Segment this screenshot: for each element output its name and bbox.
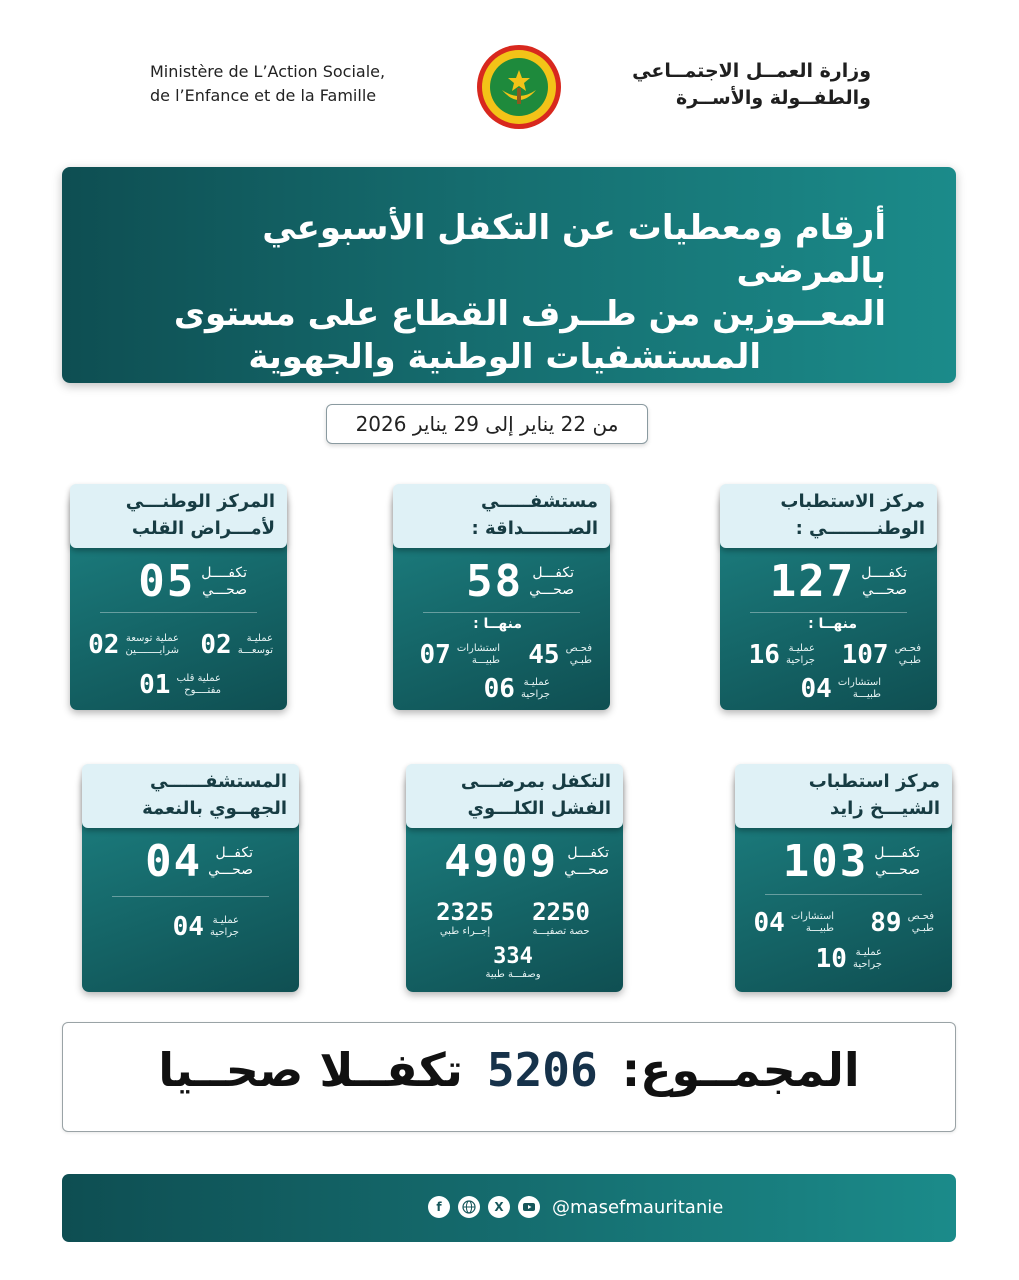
ministry-ar-line1: وزارة العمــل الاجتمــاعي (632, 60, 871, 82)
sub-stat: عمليـة توسعـــة 02 (200, 630, 273, 660)
total-prefix: المجمــوع: (621, 1043, 860, 1097)
total-value: 04 (145, 836, 203, 887)
total-value: 05 (138, 556, 196, 607)
title-line2: المعــوزين من طــرف القطاع على مستوى (173, 294, 886, 334)
ministry-ar-line2: والطفــولة والأســرة (676, 87, 871, 109)
divider (100, 612, 257, 613)
total-stat: تكفــــل صحـــي 05 (138, 556, 247, 607)
sub-stat: 2325 إجــراء طبي (436, 898, 494, 937)
national-seal-icon (476, 44, 562, 130)
sub-heading: منهــا : (473, 616, 522, 632)
ministry-name-french (150, 60, 470, 108)
ministry-fr-line1: Ministère de L’Action Sociale, (150, 62, 386, 81)
card-title: مركز الاستطباب الوطنــــــــي : (720, 484, 937, 548)
youtube-icon[interactable] (518, 1196, 540, 1218)
sub-stat: فحـص طبـي 107 (841, 640, 921, 670)
title-line1: أرقام ومعطيات عن التكفل الأسبوعي بالمرضى (262, 208, 886, 291)
card-friendship-hospital (393, 491, 610, 710)
total-stat: تكفـــل صحـــي 4909 (444, 836, 609, 887)
total-summary (63, 1043, 955, 1097)
footer-bar (62, 1174, 956, 1242)
sub-heading: منهــا : (808, 616, 857, 632)
sub-stat: عمليـة جراحية 04 (172, 912, 239, 942)
card-title: مركز استطباب الشيـــخ زايد (735, 764, 952, 828)
date-range: من 22 يناير إلى 29 يناير 2026 (326, 404, 648, 444)
sub-stat: عمليـة جراحية 10 (815, 944, 882, 974)
card-title: المركز الوطنـــي لأمـــراض القلب (70, 484, 287, 548)
sub-stat: استشارات طبيـــة 07 (419, 640, 500, 670)
divider (750, 612, 907, 613)
facebook-icon[interactable]: f (428, 1196, 450, 1218)
sub-stat: عمليـة جراحية 16 (748, 640, 815, 670)
page-title (162, 207, 886, 379)
card-kidney-failure-care (406, 771, 623, 992)
sub-stat: عمليـة جراحية 06 (483, 674, 550, 704)
card-national-hospital-center (720, 491, 937, 710)
social-handle[interactable]: @masefmauritanie (552, 1196, 724, 1218)
sub-stat: 334 وصفـــة طبية (485, 944, 541, 980)
total-value: 103 (782, 836, 869, 887)
total-stat: تكفــل صحـــي 04 (145, 836, 253, 887)
divider (423, 612, 580, 613)
sub-stat: استشارات طبيـــة 04 (800, 674, 881, 704)
total-stat: تكفـــل صحـــي 58 (466, 556, 574, 607)
total-stat: تكفــــل صحـــي 103 (782, 836, 920, 887)
total-box (62, 1022, 956, 1132)
sub-stat: عملية توسعة شرايــــــــين 02 (88, 630, 179, 660)
sub-stat: استشارات طبيـــة 04 (753, 908, 834, 938)
total-suffix: تكفــلا صحــيا (158, 1043, 463, 1097)
title-banner (62, 167, 956, 383)
social-links (428, 1196, 723, 1218)
total-value: 5206 (486, 1043, 598, 1097)
sub-stat: عملية قلب مفتــــوح 01 (139, 670, 221, 700)
globe-icon[interactable] (458, 1196, 480, 1218)
ministry-fr-line2: de l’Enfance et de la Famille (150, 86, 377, 105)
total-value: 58 (466, 556, 524, 607)
sub-stat: فحـص طبـي 45 (528, 640, 592, 670)
divider (112, 896, 269, 897)
card-sheikh-zayed-center (735, 771, 952, 992)
total-stat: تكفــــل صحـــي 127 (769, 556, 907, 607)
card-title: التكفل بمرضـــى الفشل الكلـــوي (406, 764, 623, 828)
sub-stat: 2250 حصة تصفيـــة (532, 898, 590, 937)
ministry-name-arabic (571, 58, 871, 112)
sub-stat: فحـص طبـي 89 (870, 908, 934, 938)
card-nema-regional-hospital (82, 771, 299, 992)
x-icon[interactable]: X (488, 1196, 510, 1218)
card-title: مستشفـــــي الصـــــــداقة : (393, 484, 610, 548)
title-line3: المستشفيات الوطنية والجهوية (248, 337, 761, 377)
card-cardiology-center (70, 491, 287, 710)
total-value: 4909 (444, 836, 559, 887)
card-title: المستشفــــــي الجهــوي بالنعمة (82, 764, 299, 828)
total-value: 127 (769, 556, 856, 607)
divider (765, 894, 922, 895)
